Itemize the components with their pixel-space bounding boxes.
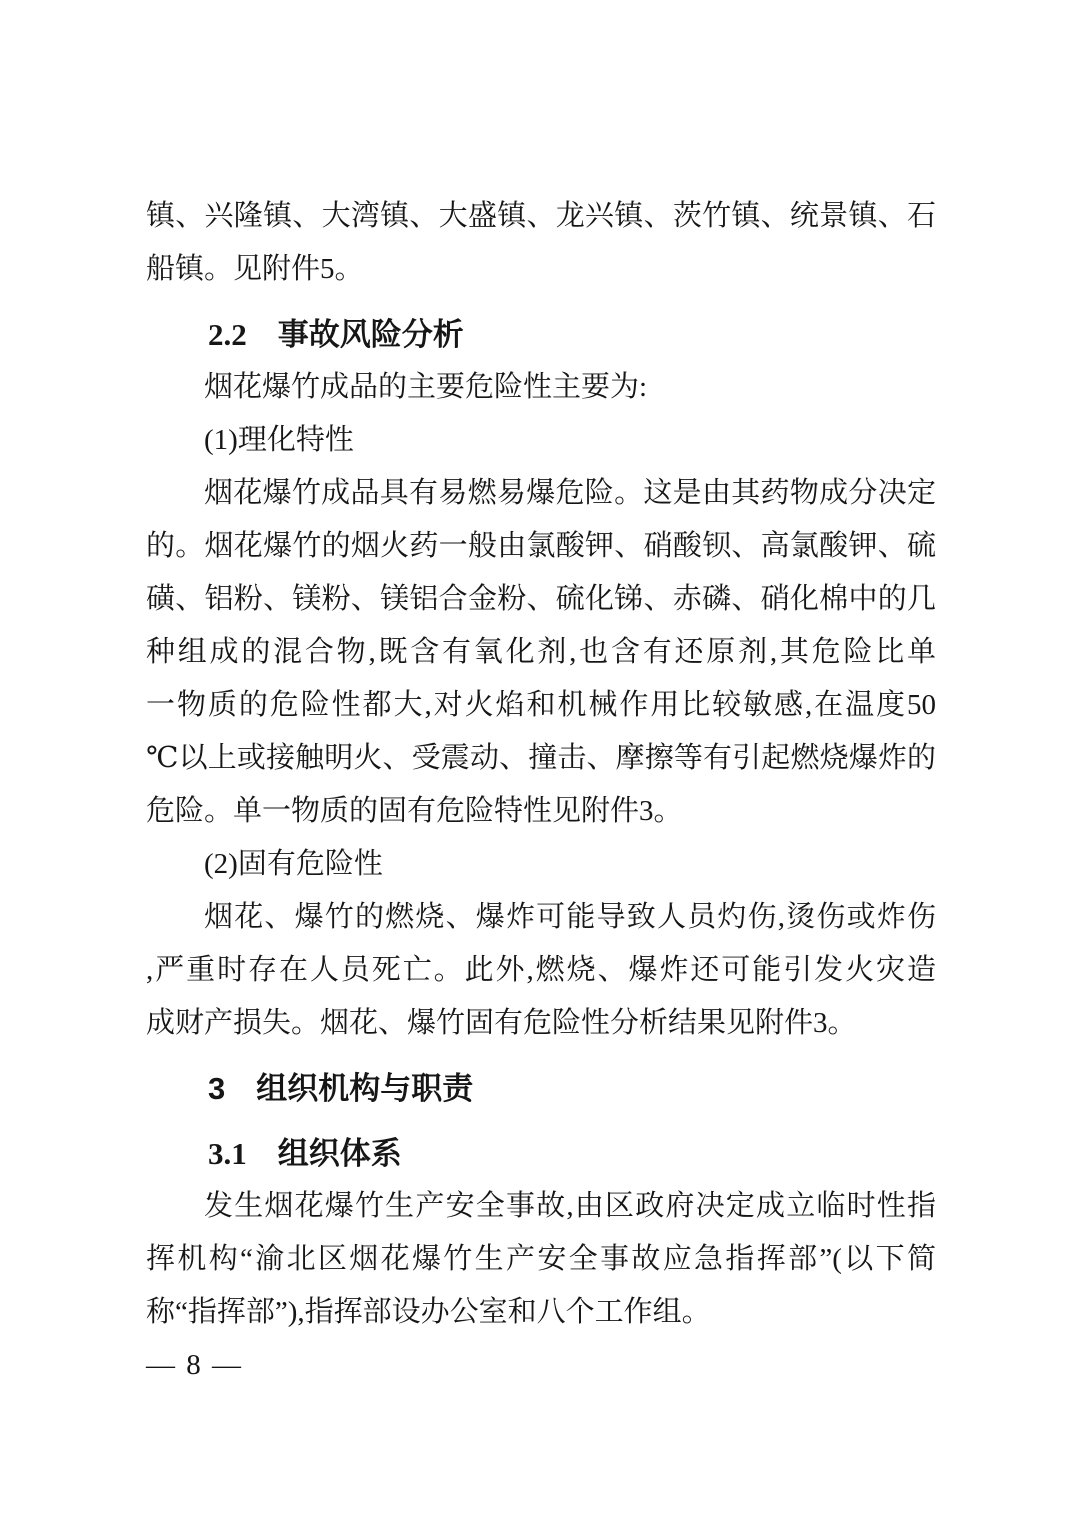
text-line: 一物质的危险性都大,对火焰和机械作用比较敏感,在温度50	[146, 689, 936, 721]
text-line: 种组成的混合物,既含有氧化剂,也含有还原剂,其危险比单	[146, 636, 936, 668]
text-line: 发生烟花爆竹生产安全事故,由区政府决定成立临时性指	[204, 1190, 936, 1222]
text-line: (2)固有危险性	[204, 848, 383, 880]
text-line: 磺、铝粉、镁粉、镁铝合金粉、硫化锑、赤磷、硝化棉中的几	[146, 583, 936, 615]
document-body	[146, 190, 936, 1339]
text-line: 船镇。见附件5。	[146, 253, 364, 285]
subsection-heading: 3.1 组织体系	[208, 1136, 402, 1171]
text-line: ,严重时存在人员死亡。此外,燃烧、爆炸还可能引发火灾造	[146, 954, 936, 986]
paragraph	[146, 414, 936, 467]
text-line: 挥机构“渝北区烟花爆竹生产安全事故应急指挥部”(以下简	[146, 1243, 936, 1275]
paragraph	[146, 190, 936, 296]
text-line: 烟花、爆竹的燃烧、爆炸可能导致人员灼伤,烫伤或炸伤	[204, 901, 936, 933]
text-line: ℃以上或接触明火、受震动、撞击、摩擦等有引起燃烧爆炸的	[146, 742, 936, 774]
subsection-heading: 2.2 事故风险分析	[208, 317, 464, 352]
paragraph	[146, 361, 936, 414]
text-line: 成财产损失。烟花、爆竹固有危险性分析结果见附件3。	[146, 1007, 857, 1039]
page-number: — 8 —	[146, 1349, 243, 1381]
text-line: 镇、兴隆镇、大湾镇、大盛镇、龙兴镇、茨竹镇、统景镇、石	[146, 200, 936, 232]
text-line: 烟花爆竹成品具有易燃易爆危险。这是由其药物成分决定	[204, 477, 936, 509]
text-line: 称“指挥部”),指挥部设办公室和八个工作组。	[146, 1296, 711, 1328]
paragraph	[146, 891, 936, 1050]
text-line: 烟花爆竹成品的主要危险性主要为:	[204, 371, 648, 403]
text-line: 的。烟花爆竹的烟火药一般由氯酸钾、硝酸钡、高氯酸钾、硫	[146, 530, 936, 562]
text-line: 危险。单一物质的固有危险特性见附件3。	[146, 795, 683, 827]
paragraph	[146, 838, 936, 891]
paragraph	[146, 1180, 936, 1339]
paragraph	[146, 467, 936, 838]
section-heading: 3 组织机构与职责	[208, 1071, 474, 1106]
text-line: (1)理化特性	[204, 424, 354, 456]
